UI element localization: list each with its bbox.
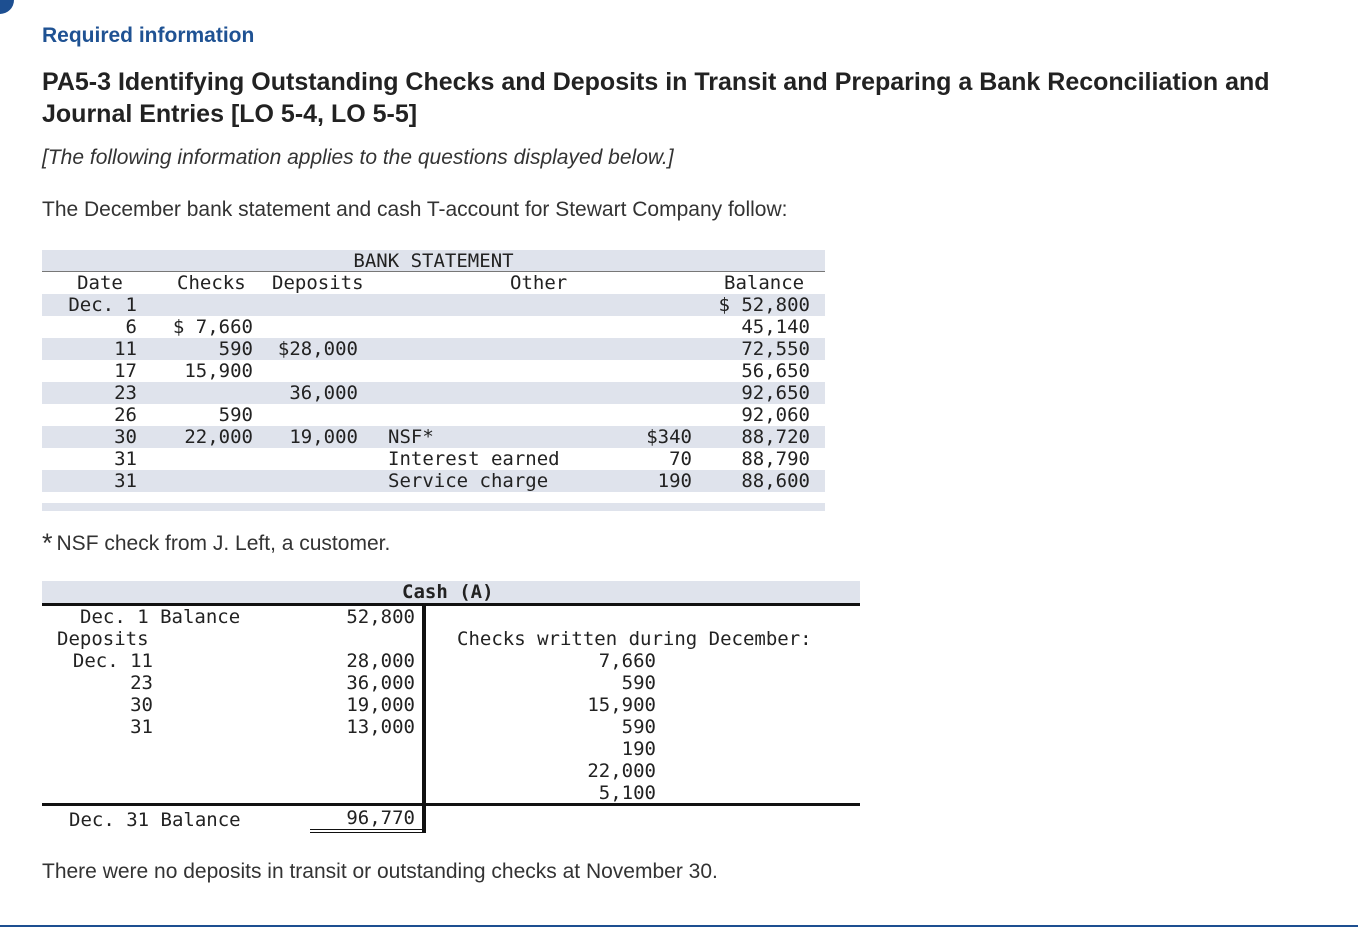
cell-balance: 56,650: [741, 360, 810, 382]
deposit-date: 23: [130, 672, 153, 694]
cell-balance: 88,790: [741, 448, 810, 470]
bank-statement-row: [42, 404, 825, 426]
cell-balance: 45,140: [741, 316, 810, 338]
bank-statement-row: [42, 316, 825, 338]
opening-balance-label: Dec. 1 Balance: [80, 606, 241, 628]
cell-balance: 92,060: [741, 404, 810, 426]
problem-title: PA5-3 Identifying Outstanding Checks and Deposits in Transit and Preparing a Bank Reconciliation and Journal Entries [LO 5-4, LO 5-5]: [42, 68, 1270, 128]
col-header-checks: Checks: [177, 272, 246, 294]
check-amount: 590: [621, 716, 656, 738]
col-header-other: Other: [510, 272, 568, 294]
cell-date: 17: [114, 360, 137, 382]
cell-checks: 590: [218, 338, 253, 360]
cell-balance: 92,650: [741, 382, 810, 404]
cell-balance: 72,550: [741, 338, 810, 360]
required-information-heading: Required information: [42, 24, 255, 47]
cell-date: Dec. 1: [68, 294, 137, 316]
cell-date: 31: [114, 470, 137, 492]
bank-statement-footer-bar: [42, 503, 825, 511]
cell-other-label: Interest earned: [388, 448, 560, 470]
cell-date: 6: [125, 316, 137, 338]
cell-deposits: 19,000: [289, 426, 358, 448]
footnote-star: *: [42, 528, 53, 558]
col-header-balance: Balance: [724, 272, 805, 294]
deposit-amount: 28,000: [346, 650, 415, 672]
bank-statement-title: BANK STATEMENT: [353, 250, 514, 272]
cell-checks: 15,900: [184, 360, 253, 382]
check-amount: 5,100: [598, 782, 656, 804]
closing-balance-underline: [310, 829, 424, 830]
closing-balance-double-underline: [310, 832, 424, 833]
bank-statement-row: [42, 426, 825, 448]
cell-date: 26: [114, 404, 137, 426]
instruction-note: [The following information applies to the questions displayed below.]: [42, 146, 674, 169]
closing-balance-label: Dec. 31 Balance: [69, 809, 241, 831]
bank-statement-row: [42, 382, 825, 404]
bank-statement-column-headers: [42, 272, 825, 294]
bottom-divider: [0, 925, 1358, 927]
col-header-deposits: Deposits: [272, 272, 364, 294]
cell-checks: 590: [218, 404, 253, 426]
check-amount: 15,900: [587, 694, 656, 716]
bank-statement-row: [42, 360, 825, 382]
check-amount: 22,000: [587, 760, 656, 782]
cell-deposits: 36,000: [289, 382, 358, 404]
footnote-text: NSF check from J. Left, a customer.: [56, 532, 391, 555]
cell-other-label: Service charge: [388, 470, 549, 492]
corner-decoration: [0, 0, 14, 14]
deposit-date: 30: [130, 694, 153, 716]
cell-balance: 88,720: [741, 426, 810, 448]
cell-balance: $ 52,800: [718, 294, 810, 316]
cell-checks: 22,000: [184, 426, 253, 448]
closing-note: There were no deposits in transit or outstanding checks at November 30.: [42, 860, 718, 883]
deposit-amount: 19,000: [346, 694, 415, 716]
closing-balance-amount: 96,770: [346, 807, 415, 829]
bank-statement-row: [42, 448, 825, 470]
cash-t-account: [42, 581, 860, 836]
cell-checks: $ 7,660: [172, 316, 253, 338]
t-account-title: Cash (A): [402, 581, 494, 603]
intro-text: The December bank statement and cash T-account for Stewart Company follow:: [42, 198, 788, 221]
check-amount: 190: [621, 738, 656, 760]
cell-date: 31: [114, 448, 137, 470]
deposits-label: Deposits: [57, 628, 149, 650]
deposit-amount: 36,000: [346, 672, 415, 694]
cell-other-amount: $340: [646, 426, 692, 448]
t-account-center-rule: [422, 603, 426, 833]
t-account-bottom-rule: [42, 803, 860, 806]
cell-date: 23: [114, 382, 137, 404]
cell-date: 11: [114, 338, 137, 360]
cell-deposits: $28,000: [277, 338, 358, 360]
deposit-date: Dec. 11: [72, 650, 153, 672]
bank-statement-row: [42, 294, 825, 316]
nsf-footnote: [42, 526, 390, 557]
cell-other-amount: 70: [669, 448, 692, 470]
opening-balance-amount: 52,800: [346, 606, 415, 628]
check-amount: 590: [621, 672, 656, 694]
cell-other-label: NSF*: [388, 426, 434, 448]
bank-statement-table: [42, 250, 825, 511]
deposit-date: 31: [130, 716, 153, 738]
deposit-amount: 13,000: [346, 716, 415, 738]
check-amount: 7,660: [598, 650, 656, 672]
cell-date: 30: [114, 426, 137, 448]
bank-statement-row: [42, 470, 825, 492]
cell-balance: 88,600: [741, 470, 810, 492]
cell-other-amount: 190: [657, 470, 692, 492]
checks-written-label: Checks written during December:: [457, 628, 812, 650]
bank-statement-row: [42, 338, 825, 360]
col-header-date: Date: [77, 272, 123, 294]
